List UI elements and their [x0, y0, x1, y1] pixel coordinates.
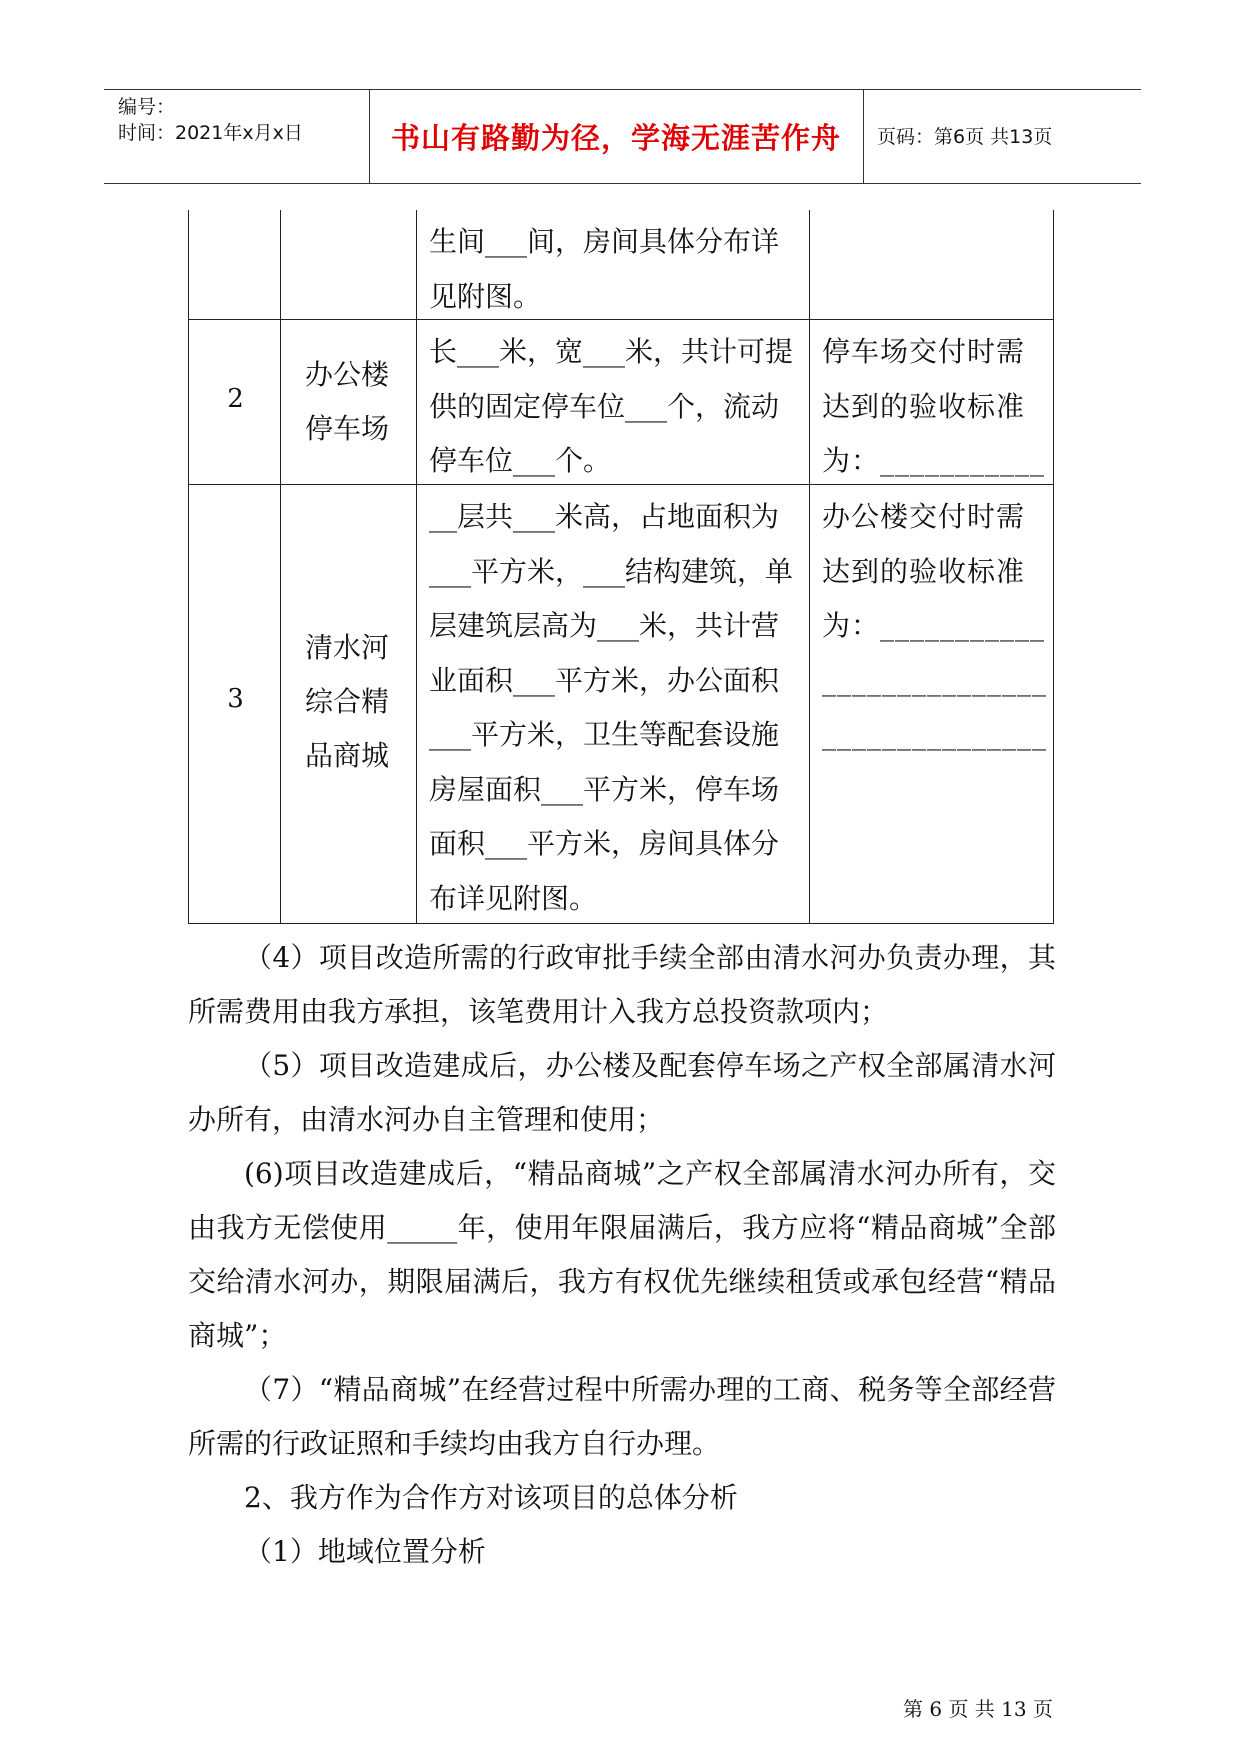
table-cell-standard: 停车场交付时需 达到的验收标准 为：___________: [810, 320, 1054, 484]
paragraph-ownership-office: （5）项目改造建成后，办公楼及配套停车场之产权全部属清水河办所有，由清水河办自主管理和使用；: [188, 1049, 1056, 1136]
table-row: [188, 320, 1054, 485]
table-row: [188, 485, 1054, 924]
table-cell-name: [281, 210, 417, 319]
header-motto: 书山有路勤为径，学海无涯苦作舟: [390, 121, 841, 155]
paragraph-licenses: （7）“精品商城”在经营过程中所需办理的工商、税务等全部经营所需的行政证照和手续均由我方自行办理。: [188, 1373, 1056, 1460]
table-cell-description: 生间___间，房间具体分布详 见附图。: [417, 210, 810, 319]
table-cell-standard: [810, 210, 1054, 319]
paragraph-ownership-mall: (6)项目改造建成后，“精品商城”之产权全部属清水河办所有，交由我方无偿使用_____年，使用年限届满后，我方应将“精品商城”全部交给清水河办，期限届满后，我方有权优先继续租赁或承包经营“精品商城”；: [188, 1157, 1056, 1352]
time-label: 时间：2021年x月x日: [118, 122, 303, 144]
header-page-number: 页码：第6页 共13页: [877, 126, 1053, 148]
table-cell-standard: 办公楼交付时需 达到的验收标准 为：___________ _______________ _______________: [810, 485, 1054, 923]
page-header: [104, 89, 1141, 184]
table-cell-number: 2: [188, 320, 281, 484]
table-cell-number: 3: [188, 485, 281, 923]
serial-number-label: 编号：: [118, 96, 176, 118]
table-cell-description: __层共___米高，占地面积为 ___平方米，___结构建筑，单 层建筑层高为___米，共计营 业面积___平方米，办公面积 ___平方米，卫生等配套设施 房屋面积___平方米，停车场 面积___平方米，房间具体分 布详见附图。: [417, 485, 810, 923]
table-cell-name: 清水河 综合精 品商城: [281, 485, 417, 923]
subsection-heading-location: （1）地域位置分析: [244, 1535, 486, 1568]
project-table: [188, 210, 1054, 924]
section-heading-analysis: 2、我方作为合作方对该项目的总体分析: [244, 1481, 738, 1514]
header-page-cell: [863, 90, 1141, 183]
table-cell-description: 长___米，宽___米，共计可提 供的固定停车位___个，流动 停车位___个。: [417, 320, 810, 484]
paragraph-approval: （4）项目改造所需的行政审批手续全部由清水河办负责办理，其所需费用由我方承担，该笔费用计入我方总投资款项内；: [188, 941, 1056, 1028]
page-footer: 第 6 页 共 13 页: [903, 1697, 1053, 1721]
header-meta: [104, 90, 370, 183]
table-cell-name: 办公楼 停车场: [281, 320, 417, 484]
table-cell-number: [188, 210, 281, 319]
table-row: [188, 210, 1054, 320]
header-motto-cell: [369, 90, 864, 183]
